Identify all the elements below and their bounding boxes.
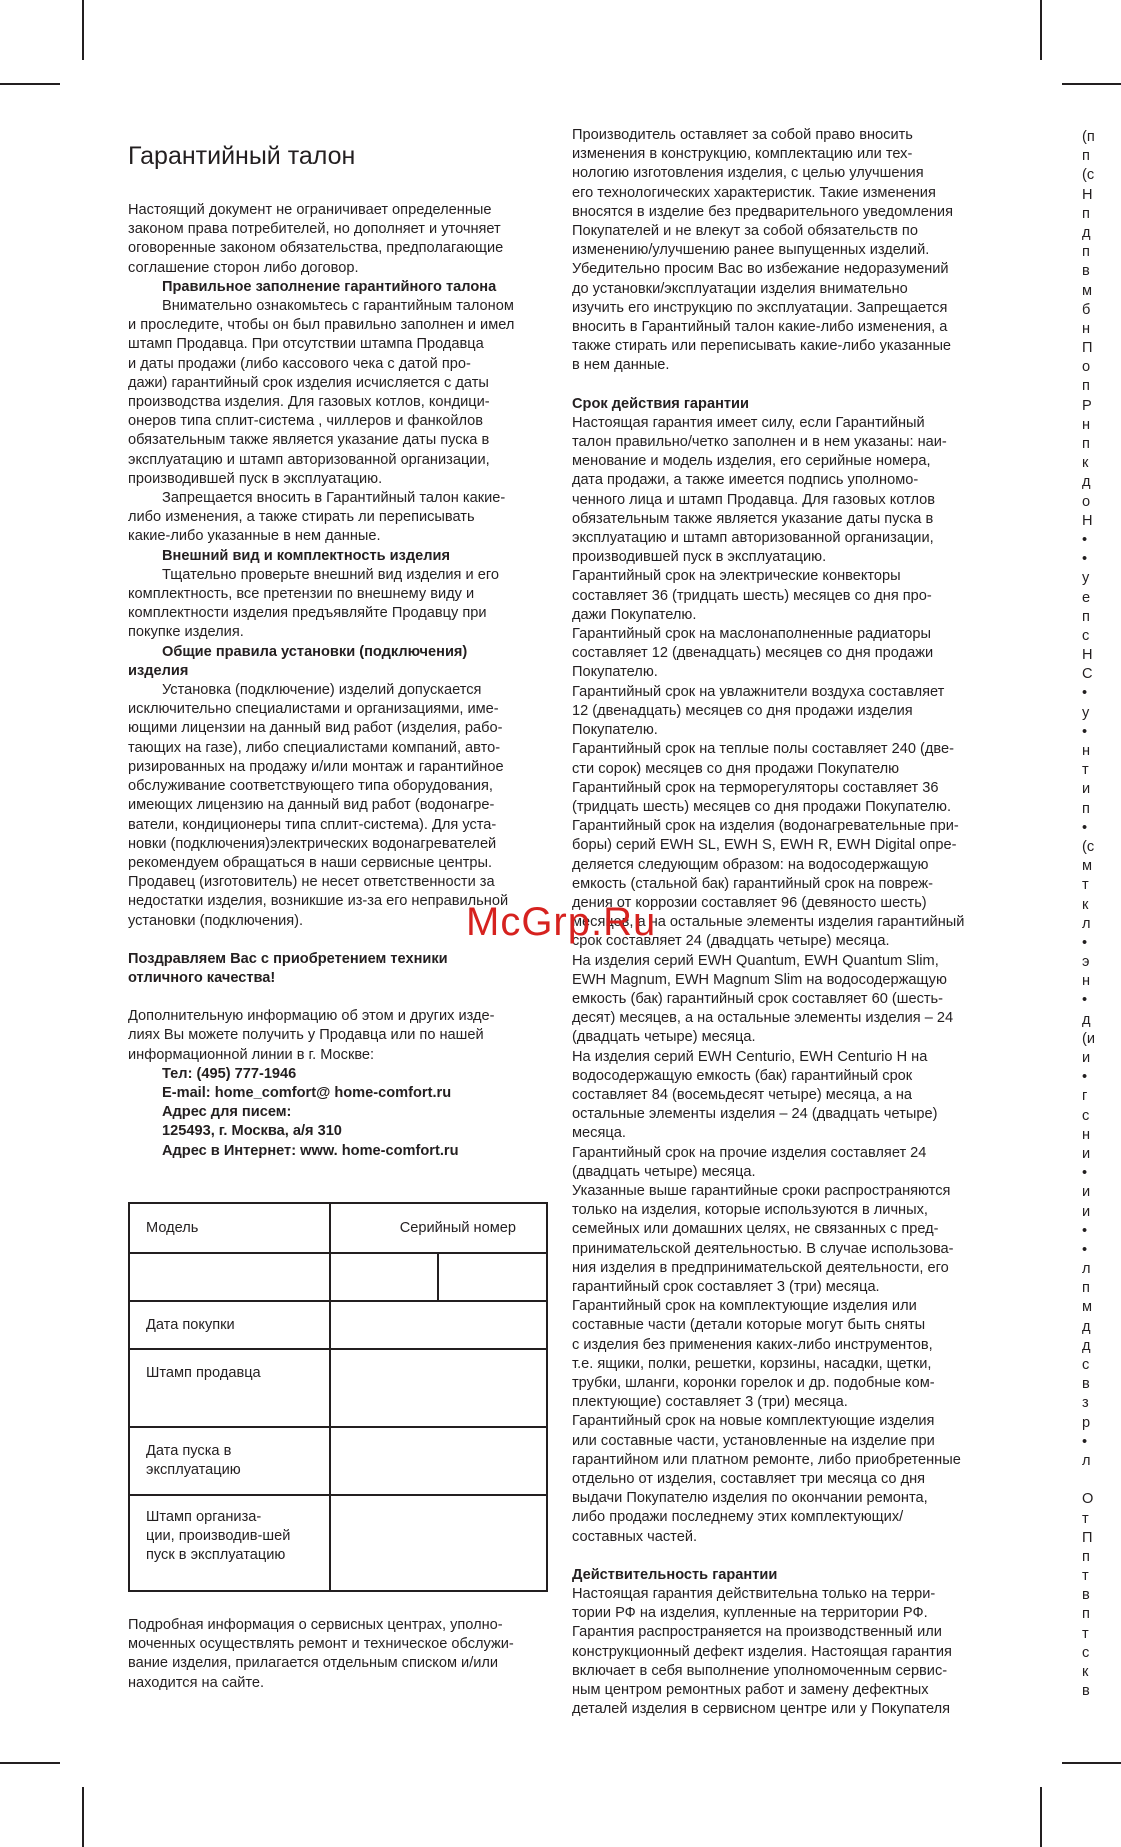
section-heading-validity: Действительность гарантии	[572, 1566, 778, 1583]
clipped-line: д	[1082, 1318, 1091, 1335]
seller-stamp-field[interactable]	[330, 1349, 547, 1427]
clipped-line: •	[1082, 723, 1088, 740]
intro-paragraph: Настоящий документ не ограничивает определенные законом права потребителей, но дополняет и уточняет оговоренные законом обязательства, предполагающие соглашение сторон либо договор.	[128, 202, 504, 276]
validity-paragraph: Настоящая гарантия действительна только на терри- тории РФ на изделия, купленные на территории РФ. Гарантия распространяется на производственный или конструкционный дефект изделия. Настоящая гарантия включает в себя выполнение уполномоченным сервис- ным центром ремонтных работ и замену дефектных деталей изделия в сервисном центре или у Покупателя	[572, 1586, 952, 1718]
serial-number-field-1[interactable]	[330, 1253, 438, 1301]
section-heading-appearance: Внешний вид и комплектность изделия	[162, 547, 451, 564]
clipped-line: в	[1082, 1376, 1090, 1393]
clipped-line: Н	[1082, 647, 1093, 664]
clipped-line: (с	[1082, 838, 1095, 855]
clipped-line: у	[1082, 704, 1090, 721]
clipped-line: •	[1082, 819, 1088, 836]
clipped-edge-column	[1082, 128, 1121, 1701]
clipped-line: •	[1082, 1165, 1088, 1182]
purchase-date-field[interactable]	[330, 1301, 547, 1349]
clipped-line: л	[1082, 915, 1091, 932]
clipped-line: и	[1082, 1184, 1091, 1201]
clipped-line: (и	[1082, 1030, 1096, 1047]
serial-number-label: Серийный номер	[330, 1203, 547, 1253]
contact-line: Адрес для писем:	[162, 1104, 292, 1121]
clipped-line: т	[1082, 877, 1089, 894]
clipped-line: б	[1082, 301, 1091, 318]
clipped-line: т	[1082, 1625, 1089, 1642]
clipped-line: (с	[1082, 167, 1095, 184]
contact-line: E-mail: home_comfort@ home-comfort.ru	[162, 1084, 452, 1101]
clipped-line: (п	[1082, 129, 1095, 145]
clipped-line: •	[1082, 1241, 1088, 1258]
installation-paragraph: Установка (подключение) изделий допускается исключительно специалистами и организациями, име- ющими лицензии на данный вид работ (изделия, рабо- тающих на газе), либо специалистами компаний, авто- ризированных на продажу и/или монтаж и гарантийное обслуживание соответствующего типа оборудования, имеющих лицензию на данный вид работ (водонагре- ватели, кондиционеры типа сплит-система). Для уста- новки (подключения)электрических водонагревателей рекомендуем обращаться в наши сервисные центры. Продавец (изготовитель) не несет ответственности за недостатки изделия, возникшие из-за его неправильной установки (подключения).	[128, 682, 509, 929]
left-column	[128, 141, 558, 1161]
section-heading-installation: Общие правила установки (подключения)	[162, 643, 468, 660]
clipped-line: к	[1082, 455, 1089, 472]
clipped-line: в	[1082, 263, 1090, 280]
model-field[interactable]	[129, 1253, 330, 1301]
clipped-line: о	[1082, 359, 1091, 376]
clipped-line: Р	[1082, 397, 1092, 414]
clipped-line: з	[1082, 1395, 1089, 1412]
clipped-line: О	[1082, 1491, 1094, 1508]
clipped-line: Н	[1082, 186, 1093, 203]
clipped-line: С	[1082, 666, 1093, 683]
term-paragraph: Настоящая гарантия имеет силу, если Гарантийный талон правильно/четко заполнен и в нем указаны: наи- менование и модель изделия, его серийные номера, дата продажи, а также имеется подпись уполномо- ченного лица и штамп Продавца. Для газовых котлов обязательным также является указание даты пуска в эксплуатацию и штамп авторизованной организации, производившей пуск в эксплуатацию. Гарантийный срок на электрические конвекторы составляет 36 (тридцать шесть) месяцев со дня про- дажи Покупателю. Гарантийный срок на маслонаполненные радиаторы составляет 12 (двенадцать) месяцев со дня продажи Покупателю. Гарантийный срок на увлажнители воздуха составляет 12 (двенадцать) месяцев со дня продажи изделия Покупателю. Гарантийный срок на теплые полы составляет 240 (две- сти сорок) месяцев со дня продажи Покупателю Гарантийный срок на терморегуляторы составляет 36 (тридцать шесть) месяцев со дня продажи Покупателю. Гарантийный срок на изделия (водонагревательные при- боры) серий EWH SL, EWH S, EWH R, EWH Digital опре- деляется следующим образом: на водосодержащую емкость (стальной бак) гарантийный срок на повреж- дения от коррозии составляет 96 (девяносто шесть) месяцев, а на остальные элементы изделия гарантийный срок составляет 24 (двадцать четыре) месяца. На изделия серий EWH Quantum, EWH Quantum Slim, EWH Magnum, EWH Magnum Slim на водосодержащую емкость (бак) гарантийный срок составляет 60 (шесть- десят) месяцев, а на остальные элементы изделия – 24 (двадцать четыре) месяца. На изделия серий EWH Centurio, EWH Centurio H на водосодержащую емкость (бак) гарантийный срок составляет 84 (восемьдесят четыре) месяца, а на остальные элементы изделия – 24 (двадцать четыре) месяца. Гарантийный срок на прочие изделия составляет 24 (двадцать четыре) месяца. Указанные выше гарантийные сроки распространяются только на изделия, которые используются в личных, семейных или домашних целях, не связанных с пред- принимательской деятельностью. В случае использова- ния изделия в предпринимательской деятельности, его гарантийный срок составляет 3 (три) месяца. Гарантийный срок на комплектующие изделия или составные части (детали которые могут быть сняты с изделия без применения каких-либо инструментов, т.е. ящики, полки, решетки, корзины, насадки, щетки, трубки, шланги, коронки горелок и др. подобные ком- плектующие) составляет 3 (три) месяца. Гарантийный срок на новые комплектующие изделия или составные части, установленные на изделие при гарантийном или платном ремонте, либо приобретенные отдельно от изделия, составляет три месяца со дня выдачи Покупателю изделия по окончании ремонта, либо продажи последнему этих комплектующих/ составных частей.	[572, 414, 965, 1545]
clipped-line	[1082, 1471, 1121, 1490]
clipped-line: н	[1082, 1126, 1091, 1143]
clipped-line: д	[1082, 1337, 1091, 1354]
clipped-line: т	[1082, 1568, 1089, 1585]
changes-paragraph: Производитель оставляет за собой право вносить изменения в конструкцию, комплектацию или тех- нологию изготовления изделия, с целью улучшения его технологических характеристик. Такие изменения вносятся в изделие без предварительного уведомления Покупателей и не влекут за собой обязательств по изменению/улучшению ранее выпущенных изделий. Убедительно просим Вас во избежание недоразумений до установки/эксплуатации изделия внимательно изучить его инструкцию по эксплуатации. Запрещается вносить в Гарантийный талон какие-либо изменения, а также стирать или переписывать какие-либо указанные в нем данные.	[572, 127, 953, 374]
clipped-line: Н	[1082, 512, 1093, 529]
clipped-line: у	[1082, 570, 1090, 587]
contact-line: 125493, г. Москва, а/я 310	[162, 1123, 342, 1140]
clipped-line: п	[1082, 1280, 1090, 1297]
clipped-line: •	[1082, 685, 1088, 702]
clipped-line: н	[1082, 416, 1091, 433]
seller-stamp-label: Штамп продавца	[129, 1349, 330, 1427]
crop-mark	[0, 83, 60, 85]
clipped-line: л	[1082, 1261, 1091, 1278]
clipped-line: с	[1082, 1644, 1090, 1661]
clipped-line: с	[1082, 1357, 1090, 1373]
clipped-line: к	[1082, 1664, 1089, 1680]
clipped-line: •	[1082, 1222, 1088, 1239]
appearance-paragraph: Тщательно проверьте внешний вид изделия и его комплектность, все претензии по внешнему виду и комплектности изделия предъявляйте Продавцу при покупке изделия.	[128, 566, 499, 641]
contact-line: Тел: (495) 777-1946	[162, 1065, 297, 1082]
clipped-line: д	[1082, 224, 1091, 241]
clipped-line: н	[1082, 973, 1091, 990]
clipped-line: л	[1082, 1452, 1091, 1469]
clipped-line: н	[1082, 743, 1091, 759]
clipped-line: м	[1082, 858, 1093, 875]
filling-paragraph-2: Запрещается вносить в Гарантийный талон какие- либо изменения, а также стирать ли переписывать какие-либо указанные в нем данные.	[128, 490, 506, 545]
crop-mark	[1040, 0, 1042, 60]
clipped-line: П	[1082, 340, 1093, 357]
clipped-line: д	[1082, 474, 1091, 491]
clipped-line: п	[1082, 378, 1090, 395]
clipped-line: д	[1082, 1011, 1091, 1028]
clipped-line: и	[1082, 1050, 1091, 1066]
clipped-line: м	[1082, 1299, 1093, 1316]
section-heading-filling: Правильное заполнение гарантийного талона	[162, 278, 497, 295]
start-date-label: Дата пуска в эксплуатацию	[129, 1427, 330, 1495]
clipped-line: в	[1082, 1683, 1090, 1700]
crop-mark	[0, 1762, 60, 1764]
clipped-line: •	[1082, 1433, 1088, 1450]
filling-paragraph-1: Внимательно ознакомьтесь с гарантийным талоном и проследите, чтобы он был правильно заполнен и имел штамп Продавца. При отсутствии штампа Продавца и даты продажи (либо кассового чека с датой про- дажи) гарантийный срок изделия исчисляется с даты производства изделия. Для газовых котлов, кондици- онеров типа сплит-система , чиллеров и фанкойлов обязательным также является указание даты пуска в эксплуатацию и штамп авторизованной организации, производившей пуск в эксплуатацию.	[128, 298, 515, 487]
clipped-line: и	[1082, 1203, 1091, 1220]
org-stamp-field[interactable]	[330, 1495, 547, 1591]
start-date-field[interactable]	[330, 1427, 547, 1495]
clipped-line: п	[1082, 800, 1090, 817]
clipped-line: г	[1082, 1088, 1088, 1105]
crop-mark	[82, 0, 84, 60]
crop-mark	[82, 1787, 84, 1847]
clipped-line: •	[1082, 1069, 1088, 1086]
section-heading-installation-cont: изделия	[128, 662, 189, 679]
clipped-line: с	[1082, 1107, 1090, 1124]
clipped-line: о	[1082, 493, 1091, 510]
watermark: McGrp.Ru	[466, 900, 657, 944]
org-stamp-label: Штамп организа- ции, производив-шей пуск в эксплуатацию	[129, 1495, 330, 1591]
clipped-line: т	[1082, 1510, 1089, 1527]
section-heading-term: Срок действия гарантии	[572, 395, 749, 412]
clipped-line: п	[1082, 244, 1090, 261]
crop-mark	[1062, 1762, 1121, 1764]
clipped-line: •	[1082, 551, 1088, 568]
contact-block	[128, 1065, 558, 1161]
warranty-form-table	[128, 1202, 548, 1592]
clipped-line: т	[1082, 762, 1089, 779]
clipped-line: п	[1082, 608, 1090, 625]
footer-paragraph: Подробная информация о сервисных центрах, уполно- моченных осуществлять ремонт и техническое обслужи- вание изделия, прилагается отдельным списком и/или находится на сайте.	[128, 1617, 514, 1691]
page-title: Гарантийный талон	[128, 142, 356, 170]
clipped-line: П	[1082, 1529, 1093, 1546]
clipped-line: п	[1082, 205, 1090, 222]
clipped-line: п	[1082, 1548, 1090, 1565]
info-paragraph: Дополнительную информацию об этом и других изде- лиях Вы можете получить у Продавца или по нашей информационной линии в г. Москве:	[128, 1008, 495, 1063]
serial-number-field-2[interactable]	[438, 1253, 547, 1301]
contact-line: Адрес в Интернет: www. home-comfort.ru	[162, 1142, 459, 1159]
clipped-line: •	[1082, 934, 1088, 951]
clipped-line: к	[1082, 896, 1089, 913]
clipped-line: р	[1082, 1414, 1091, 1431]
purchase-date-label: Дата покупки	[129, 1301, 330, 1349]
clipped-line: п	[1082, 148, 1090, 165]
congrats-text: Поздравляем Вас с приобретением техники отличного качества!	[128, 950, 448, 986]
clipped-line: и	[1082, 781, 1091, 798]
crop-mark	[1062, 83, 1121, 85]
crop-mark	[1040, 1787, 1042, 1847]
clipped-line: •	[1082, 531, 1088, 548]
clipped-line: м	[1082, 282, 1093, 299]
clipped-line: •	[1082, 992, 1088, 1009]
clipped-line: э	[1082, 954, 1090, 971]
clipped-line: с	[1082, 627, 1090, 644]
clipped-line: п	[1082, 1606, 1090, 1623]
clipped-line: п	[1082, 436, 1090, 452]
clipped-line: в	[1082, 1587, 1090, 1604]
clipped-line: е	[1082, 589, 1091, 606]
clipped-line: н	[1082, 320, 1091, 337]
model-label: Модель	[129, 1203, 330, 1253]
clipped-line: и	[1082, 1145, 1091, 1162]
